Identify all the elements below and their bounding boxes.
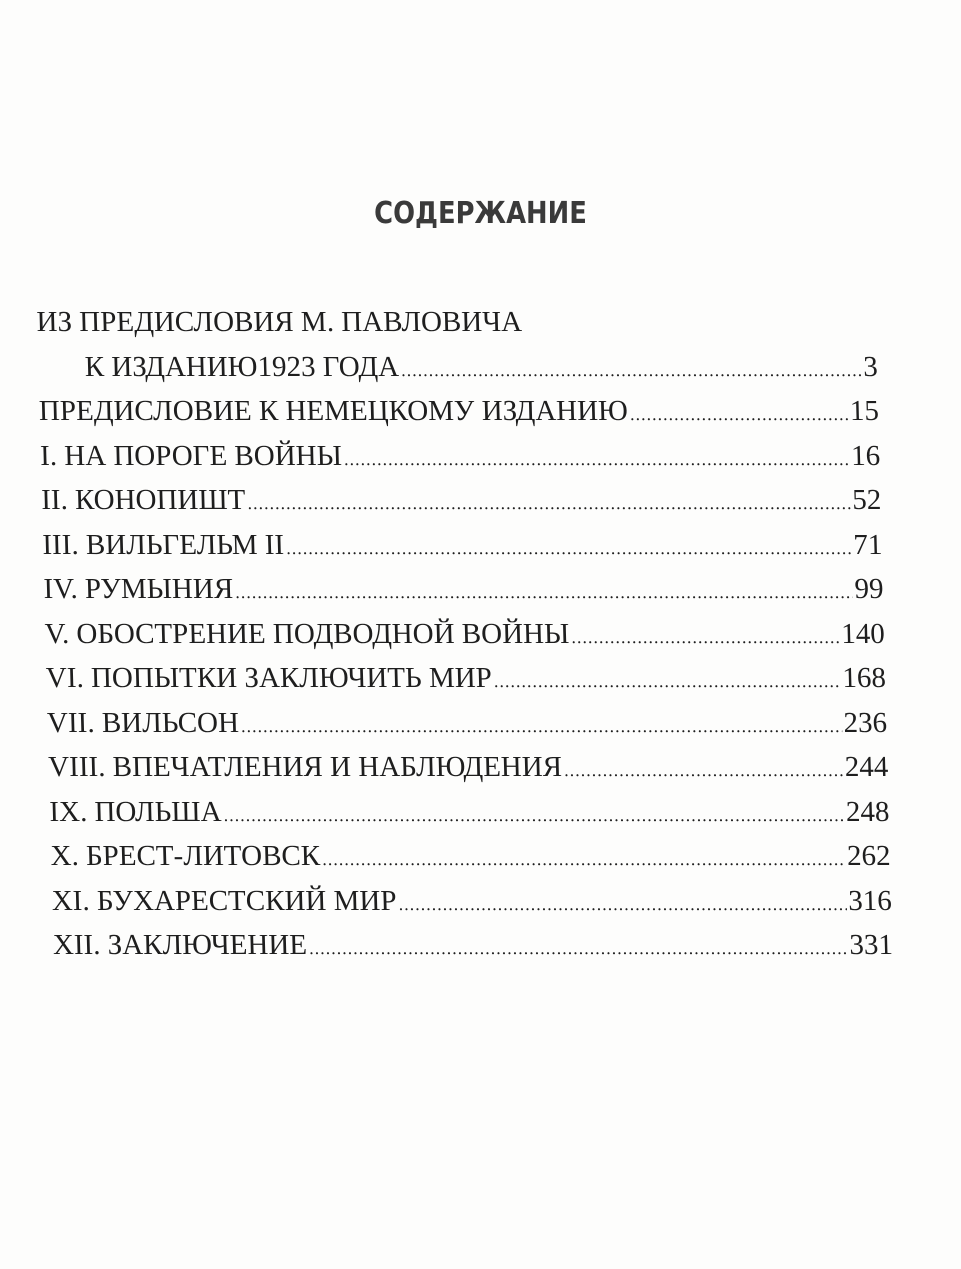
toc-entry <box>37 345 878 390</box>
toc-entry-label: I. НА ПОРОГЕ ВОЙНЫ <box>39 439 343 472</box>
toc-entry-label: VII. ВИЛЬСОН <box>46 706 240 739</box>
toc-entry-page: 168 <box>841 662 887 694</box>
toc-entry-label: X. БРЕСТ-ЛИТОВСК <box>50 840 321 872</box>
toc-entry-page: 262 <box>846 840 891 872</box>
toc-entry <box>45 656 886 701</box>
toc-entry-label: К ИЗДАНИЮ1923 ГОДА <box>84 350 400 383</box>
toc-entry <box>41 478 882 523</box>
toc-entry-page: 140 <box>840 617 886 650</box>
toc-entry-page: 316 <box>847 884 893 917</box>
dot-leader <box>493 659 841 704</box>
dot-leader <box>398 882 847 927</box>
toc-entry <box>48 745 889 790</box>
dot-leader <box>629 392 848 437</box>
dot-leader <box>309 926 849 971</box>
dot-leader <box>247 481 851 526</box>
toc-entry <box>46 701 887 746</box>
toc-entry-page: 248 <box>845 795 890 828</box>
toc-entry <box>42 523 883 568</box>
toc-entry-label: II. КОНОПИШТ <box>40 484 246 516</box>
dot-leader <box>564 748 844 793</box>
toc-entry <box>49 790 890 835</box>
toc-entry <box>38 389 879 434</box>
table-of-contents <box>36 300 893 968</box>
dot-leader <box>240 704 842 749</box>
toc-entry <box>44 612 885 657</box>
dot-leader <box>286 526 852 571</box>
toc-entry-label: VIII. ВПЕЧАТЛЕНИЯ И НАБЛЮДЕНИЯ <box>47 751 563 783</box>
dot-leader <box>235 570 854 615</box>
toc-entry-label: XI. БУХАРЕСТСКИЙ МИР <box>51 884 397 917</box>
page-title: СОДЕРЖАНИЕ <box>374 196 587 231</box>
toc-entry <box>50 834 891 879</box>
dot-leader <box>400 348 861 393</box>
toc-entry-page: 99 <box>854 573 884 605</box>
toc-entry <box>51 879 892 924</box>
toc-entry-label: III. ВИЛЬГЕЛЬМ II <box>41 528 285 561</box>
toc-entry-label: IX. ПОЛЬША <box>48 795 222 828</box>
dot-leader <box>571 615 840 660</box>
toc-entry <box>43 567 884 612</box>
toc-entry-line1 <box>36 300 877 345</box>
toc-entry-page: 236 <box>843 706 888 739</box>
toc-entry-label: ПРЕДИСЛОВИЕ К НЕМЕЦКОМУ ИЗДАНИЮ <box>38 395 629 427</box>
toc-entry-page: 16 <box>850 439 881 472</box>
dot-leader <box>343 437 849 482</box>
toc-entry-page: 331 <box>848 929 894 961</box>
toc-entry-label: V. ОБОСТРЕНИЕ ПОДВОДНОЙ ВОЙНЫ <box>44 617 570 650</box>
toc-entry-page: 244 <box>844 751 889 783</box>
dot-leader <box>223 793 845 838</box>
toc-entry-label: IV. РУМЫНИЯ <box>43 573 234 605</box>
toc-entry-page: 71 <box>852 528 883 561</box>
toc-entry <box>39 434 880 479</box>
toc-entry-page: 3 <box>862 350 879 383</box>
toc-entry-page: 52 <box>851 484 882 516</box>
toc-entry-label: XII. ЗАКЛЮЧЕНИЕ <box>52 929 308 961</box>
toc-entry-label: VI. ПОПЫТКИ ЗАКЛЮЧИТЬ МИР <box>45 662 493 694</box>
toc-entry-page: 15 <box>849 395 880 427</box>
toc-entry <box>52 923 893 968</box>
toc-entry-label: ИЗ ПРЕДИСЛОВИЯ М. ПАВЛОВИЧА <box>36 306 523 338</box>
dot-leader <box>322 837 846 882</box>
